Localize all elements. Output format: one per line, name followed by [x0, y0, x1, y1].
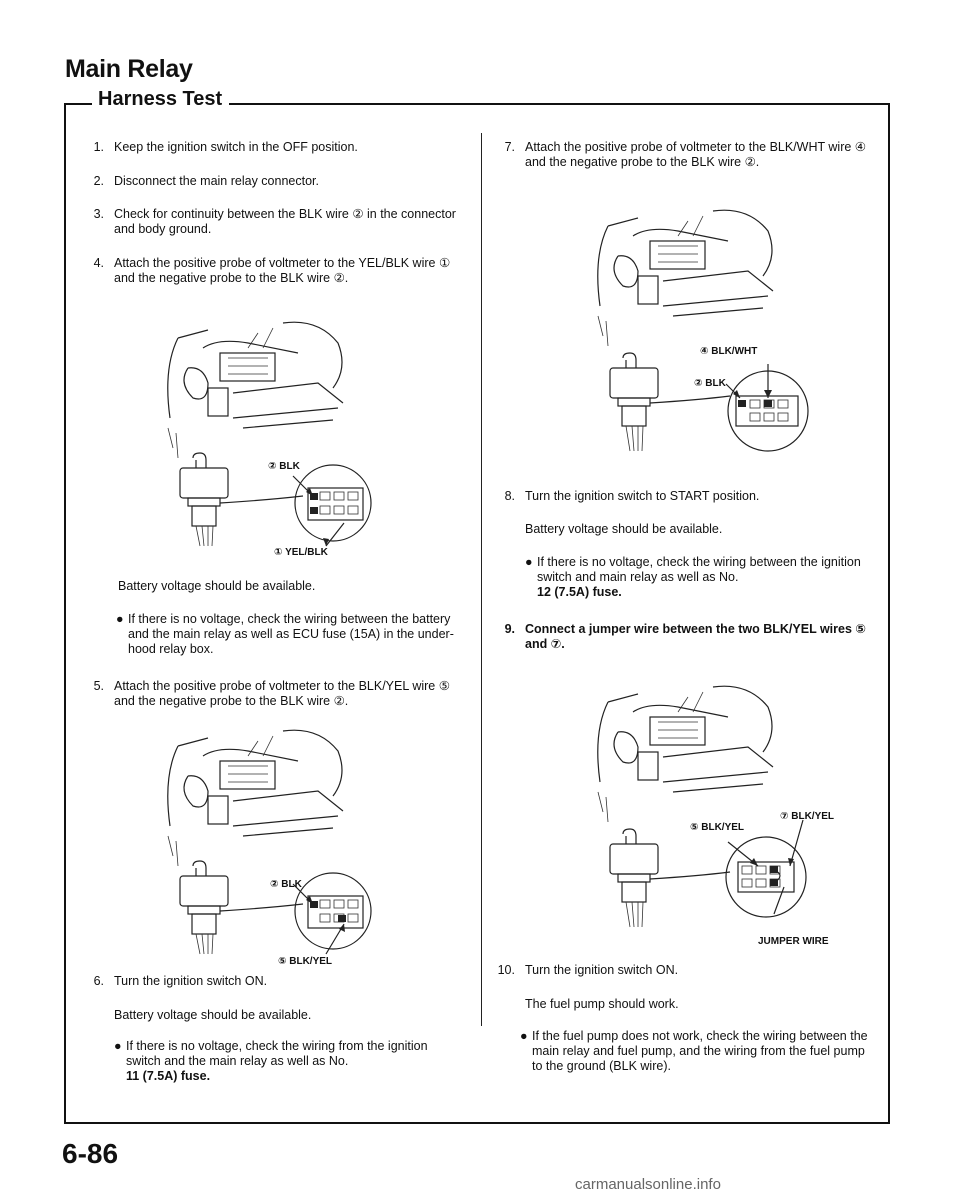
- step-8-result: Battery voltage should be available.: [525, 522, 723, 536]
- watermark: carmanualsonline.info: [575, 1176, 721, 1193]
- label-d4-blkyel5: ⑤ BLK/YEL: [690, 822, 745, 833]
- diagram-blkyel-probe: [148, 716, 408, 976]
- step-3: 3. Check for continuity between the BLK wire ② in the connector and body ground.: [93, 207, 456, 236]
- diagram-jumper-wire: [578, 672, 848, 942]
- step-2: 2. Disconnect the main relay connector.: [93, 174, 319, 188]
- step-6-result: Battery voltage should be available.: [114, 1008, 312, 1022]
- page-title: Main Relay: [65, 55, 193, 83]
- step-1: 1. Keep the ignition switch in the OFF position.: [93, 140, 358, 154]
- label-d1-blk: ② BLK: [268, 461, 300, 472]
- label-d1-yelblk: ① YEL/BLK: [274, 547, 328, 558]
- step-10-result: The fuel pump should work.: [525, 997, 679, 1011]
- column-divider: [481, 133, 482, 1026]
- dashboard-sketch: [598, 210, 773, 346]
- label-d2-blk: ② BLK: [270, 879, 302, 890]
- dashboard-sketch: [598, 686, 773, 822]
- step-9: 9. Connect a jumper wire between the two BLK/YEL wires ⑤ and ⑦.: [504, 622, 866, 651]
- step-7: 7. Attach the positive probe of voltmeter to the BLK/WHT wire ④ and the negative probe to the BLK wire ②.: [504, 140, 866, 169]
- label-d2-blkyel: ⑤ BLK/YEL: [278, 956, 333, 967]
- section-title: Harness Test: [92, 88, 229, 111]
- dashboard-sketch: [168, 730, 343, 866]
- relay-connector-sketch: [610, 820, 806, 927]
- label-d4-blkyel7: ⑦ BLK/YEL: [780, 811, 835, 822]
- label-d3-blk: ② BLK: [694, 378, 726, 389]
- relay-connector-sketch: [180, 861, 371, 954]
- step-4-bullet: ● If there is no voltage, check the wiring between the battery and the main relay as well as ECU fuse (15A) in the under-hood relay box.: [116, 612, 454, 656]
- diagram-blkwht-probe: [578, 196, 838, 466]
- step-6: 6. Turn the ignition switch ON.: [93, 974, 268, 988]
- page-number: 6-86: [62, 1138, 119, 1169]
- step-8-bullet: ● If there is no voltage, check the wiring between the ignition switch and main relay as well as No. 12 (7.5A) fuse.: [525, 555, 861, 599]
- step-8: 8. Turn the ignition switch to START position.: [504, 489, 760, 503]
- dashboard-sketch: [168, 322, 343, 458]
- step-10: 10. Turn the ignition switch ON.: [497, 963, 679, 977]
- relay-connector-sketch: [610, 353, 808, 451]
- step-4: 4. Attach the positive probe of voltmeter to the YEL/BLK wire ① and the negative probe to the BLK wire ②.: [93, 256, 451, 285]
- step-6-bullet: ● If there is no voltage, check the wiring from the ignition switch and the main relay as well as No. 11 (7.5A) fuse.: [114, 1039, 428, 1083]
- diagram-yelblk-probe: [148, 308, 408, 568]
- label-d4-jumper: JUMPER WIRE: [758, 936, 829, 947]
- step-4-result: Battery voltage should be available.: [118, 579, 316, 593]
- label-d3-blkwht: ④ BLK/WHT: [700, 346, 758, 357]
- step-10-bullet: ● If the fuel pump does not work, check the wiring between the main relay and fuel pump, and the wiring from the fuel pump to the ground (BLK wire).: [520, 1029, 868, 1073]
- step-5: 5. Attach the positive probe of voltmeter to the BLK/YEL wire ⑤ and the negative probe to the BLK wire ②.: [93, 679, 450, 708]
